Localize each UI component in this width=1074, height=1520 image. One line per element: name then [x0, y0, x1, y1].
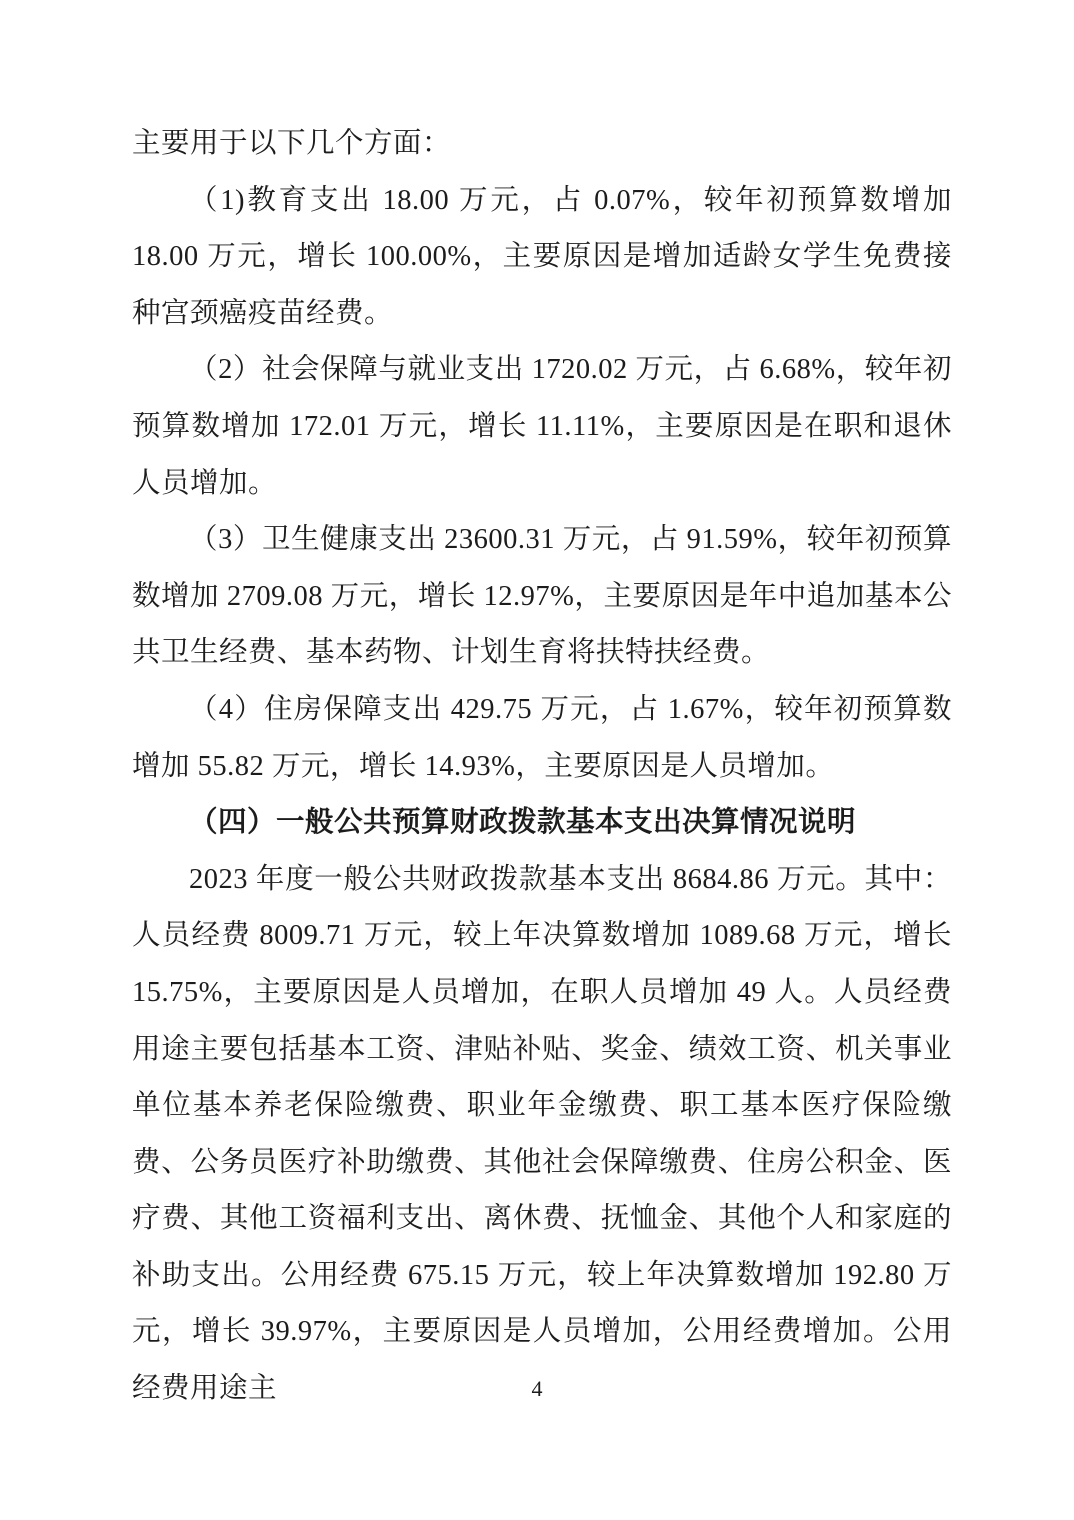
page-number: 4 — [531, 1376, 543, 1401]
section-heading: （四）一般公共预算财政拨款基本支出决算情况说明 — [189, 807, 857, 839]
paragraph-basic-expenditure: 2023 年度一般公共财政拨款基本支出 8684.86 万元。其中：人员经费 8009.71 万元，较上年决算数增加 1089.68 万元，增长 15.75%，主要原因是人员增加，在职人员增加 49 人。人员经费用途主要包括基本工资、津贴补贴、奖金、绩效工资、机关事业单位基本养老保险缴费、职业年金缴费、职工基本医疗保险缴费、公务员医疗补助缴费、其他社会保障缴费、住房公积金、医疗费、其他工资福利支出、离休费、抚恤金、其他个人和家庭的补助支出。公用经费 675.15 万元，较上年决算数增加 192.80 万元，增长 39.97%，主要原因是人员增加，公用经费增加。公用经费用途主 — [132, 863, 952, 1405]
paragraph-item-health: （3）卫生健康支出 23600.31 万元，占 91.59%，较年初预算数增加 2709.08 万元，增长 12.97%，主要原因是年中追加基本公共卫生经费、基本药物、计划生育将扶特扶经费。 — [132, 524, 952, 669]
paragraph-item-education: （1)教育支出 18.00 万元，占 0.07%，较年初预算数增加 18.00 万元，增长 100.00%，主要原因是增加适龄女学生免费接种宫颈癌疫苗经费。 — [132, 184, 952, 329]
paragraph-intro: 主要用于以下几个方面： — [132, 128, 452, 159]
paragraph-item-social-security: （2）社会保障与就业支出 1720.02 万元，占 6.68%，较年初预算数增加 172.01 万元，增长 11.11%，主要原因是在职和退休人员增加。 — [132, 354, 952, 499]
paragraph-item-housing: （4）住房保障支出 429.75 万元，占 1.67%，较年初预算数增加 55.82 万元，增长 14.93%，主要原因是人员增加。 — [132, 693, 952, 782]
